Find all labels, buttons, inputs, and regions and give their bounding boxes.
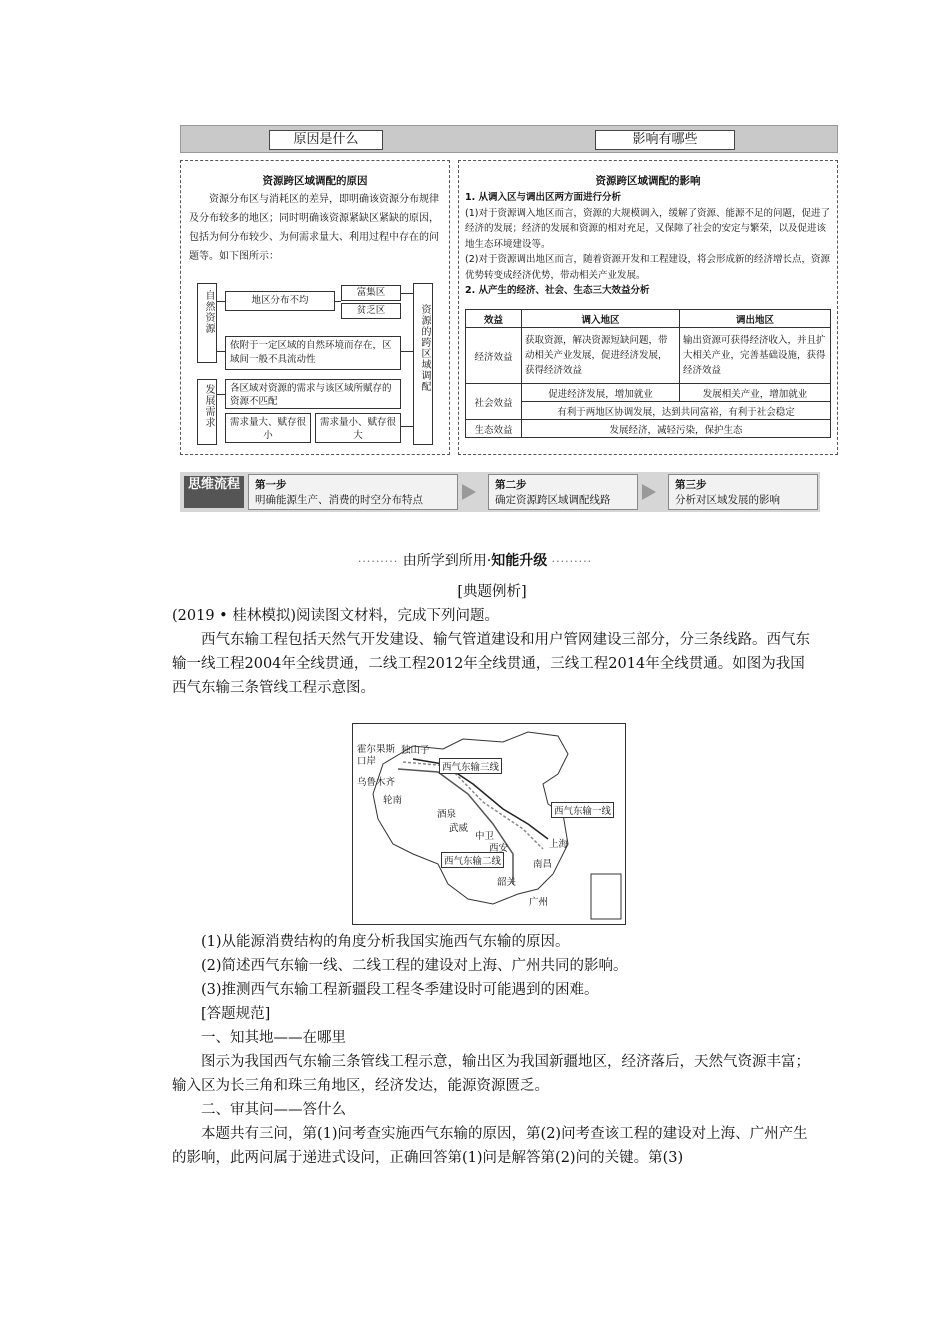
thinking-process — [180, 472, 838, 512]
map-label-jiuquan: 酒泉 — [437, 809, 457, 820]
south-sea-inset — [591, 874, 621, 919]
table-header: 效益 — [466, 310, 522, 328]
environment-box: 依附于一定区域的自然环境而存在，区域间一般不具流动性 — [225, 336, 401, 370]
step-1 — [248, 474, 458, 510]
table-row — [466, 420, 831, 438]
question-1: (1)从能源消费结构的角度分析我国实施西气东输的原因。 — [201, 934, 570, 950]
step-3 — [668, 474, 818, 510]
steps-label: 思维流程 — [184, 476, 244, 508]
step-arrow-icon — [642, 484, 656, 500]
map-label-line1: 西气东输一线 — [551, 802, 614, 818]
mismatch-box: 各区域对资源的需求与该区域所赋存的资源不匹配 — [225, 379, 401, 409]
impact-point1-title: 1. 从调入区与调出区两方面进行分析 — [465, 192, 622, 203]
step-3-title: 第三步 — [675, 479, 707, 491]
natural-resource-box: 自然资源 — [197, 283, 217, 363]
table-header: 调出地区 — [680, 310, 831, 328]
table-cell: 经济效益 — [466, 328, 522, 384]
map-label-wuwei: 武威 — [449, 823, 469, 834]
step-2-title: 第二步 — [495, 479, 527, 491]
answer-paragraph-1: 图示为我国西气东输三条管线工程示意，输出区为我国新疆地区，经济落后，天然气资源丰富；输入区为长三角和珠三角地区，经济发达，能源资源匮乏。 — [172, 1054, 810, 1094]
high-demand-box: 需求量大、赋存很小 — [225, 413, 311, 443]
question-2: (2)简述西气东输一线、二线工程的建设对上海、广州共同的影响。 — [201, 958, 628, 974]
map-label-guangzhou: 广州 — [529, 897, 549, 908]
connector-line — [401, 293, 413, 294]
impact-text — [459, 188, 837, 299]
map-label-horgos: 霍尔果斯口岸 — [357, 744, 396, 767]
header-banner — [180, 125, 838, 153]
table-cell: 促进经济发展，增加就业 — [522, 384, 680, 402]
rich-area-box: 富集区 — [341, 285, 401, 301]
impact-point1-a: (1)对于资源调入地区而言，资源的大规模调入，缓解了资源、能源不足的问题，促进了经济的发展；经济的发展和资源的相对充足，又保障了社会的安定与繁荣，以及促进该地生态环境建设等。 — [465, 207, 830, 250]
step-1-text: 明确能源生产、消费的时空分布特点 — [255, 494, 423, 506]
impact-point2-title: 2. 从产生的经济、社会、生态三大效益分析 — [465, 285, 650, 296]
map-label-urumqi: 乌鲁木齐 — [357, 777, 396, 788]
map-label-xian: 西安 — [489, 843, 509, 854]
distribution-box: 地区分布不均 — [225, 291, 335, 311]
table-row — [466, 328, 831, 384]
table-cell: 有利于两地区协调发展，达到共同富裕，有利于社会稳定 — [522, 402, 831, 420]
connector-line — [335, 301, 341, 302]
cause-panel — [180, 160, 450, 455]
divider-dots: ········· — [551, 555, 593, 568]
table-cell: 获取资源，解决资源短缺问题，带动相关产业发展，促进经济发展，获得经济效益 — [522, 328, 680, 384]
table-cell: 发展经济，减轻污染，保护生态 — [522, 420, 831, 438]
answer-heading-1: 一、知其地——在哪里 — [201, 1030, 346, 1046]
cause-label: 原因是什么 — [269, 130, 383, 150]
step-2-text: 确定资源跨区域调配线路 — [495, 494, 611, 506]
impact-title: 资源跨区域调配的影响 — [595, 175, 701, 187]
connector-line — [401, 351, 413, 352]
table-header: 调入地区 — [522, 310, 680, 328]
answer-heading-2: 二、审其问——答什么 — [201, 1102, 346, 1118]
pipeline-map — [352, 723, 626, 925]
table-cell: 发展相关产业，增加就业 — [680, 384, 831, 402]
question-3: (3)推测西气东输工程新疆段工程冬季建设时可能遇到的困难。 — [201, 982, 599, 998]
map-label-shanghai: 上海 — [549, 839, 569, 850]
section-highlight: 知能升级 — [491, 553, 548, 569]
impact-point1-b: (2)对于资源调出地区而言，随着资源开发和工程建设，将会形成新的经济增长点，资源优势转变成经济优势，带动相关产业发展。 — [465, 254, 830, 281]
low-demand-box: 需求量小、赋存很大 — [315, 413, 401, 443]
divider-dots: ········· — [357, 555, 399, 568]
impact-label: 影响有哪些 — [595, 130, 735, 150]
table-cell: 社会效益 — [466, 384, 522, 420]
connector-line — [217, 301, 225, 302]
poor-area-box: 贫乏区 — [341, 303, 401, 319]
connector-line — [217, 351, 225, 352]
connector-line — [217, 394, 225, 395]
step-1-title: 第一步 — [255, 479, 287, 491]
cross-region-allocation-box: 资源的跨区域调配 — [413, 283, 433, 445]
section-header — [345, 550, 605, 572]
table-header-row — [466, 310, 831, 328]
map-label-shaoguan: 韶关 — [497, 877, 517, 888]
table-row — [466, 384, 831, 402]
answer-paragraph-2: 本题共有三问，第(1)问考查实施西气东输的原因，第(2)问考查该工程的建设对上海、广州产生的影响，此两问属于递进式设问，正确回答第(1)问是解答第(2)问的关键。第(3) — [172, 1126, 808, 1166]
example-tag: [典题例析] — [457, 584, 527, 600]
step-3-text: 分析对区域发展的影响 — [675, 494, 780, 506]
cause-body: 资源分布区与消耗区的差异，即明确该资源分布规律及分布较多的地区；同时明确该资源紧缺区紧缺的原因，包括为何分布较少、为何需求量大、利用过程中存在的问题等。如下图所示： — [189, 194, 439, 262]
development-demand-box: 发展需求 — [197, 379, 217, 445]
example-section — [172, 580, 812, 700]
step-arrow-icon — [462, 484, 476, 500]
table-cell: 生态效益 — [466, 420, 522, 438]
example-paragraph: 西气东输工程包括天然气开发建设、输气管道建设和用户管网建设三部分，分三条线路。西气东输一线工程2004年全线贯通，二线工程2012年全线贯通，三线工程2014年全线贯通。如图为我国西气东输三条管线工程示意图。 — [172, 632, 810, 696]
example-source: (2019 • 桂林模拟)阅读图文材料，完成下列问题。 — [172, 608, 499, 624]
map-label-lunnan: 轮南 — [383, 795, 403, 806]
answer-tag: [答题规范] — [201, 1006, 271, 1022]
connector-line — [401, 426, 413, 427]
benefit-table — [465, 309, 831, 438]
impact-panel — [458, 160, 838, 455]
map-label-zhongwei: 中卫 — [475, 831, 495, 842]
map-label-line2: 西气东输二线 — [441, 852, 504, 868]
table-cell: 输出资源可获得经济收入，并且扩大相关产业，完善基础设施，获得经济效益 — [680, 328, 831, 384]
map-label-line3: 西气东输三线 — [439, 758, 502, 774]
section-prefix: 由所学到所用· — [402, 553, 492, 569]
map-label-dushanzi: 独山子 — [401, 745, 430, 756]
map-label-nanchang: 南昌 — [533, 859, 553, 870]
questions — [172, 930, 812, 1170]
cause-title: 资源跨区域调配的原因 — [262, 175, 368, 187]
step-2 — [488, 474, 638, 510]
